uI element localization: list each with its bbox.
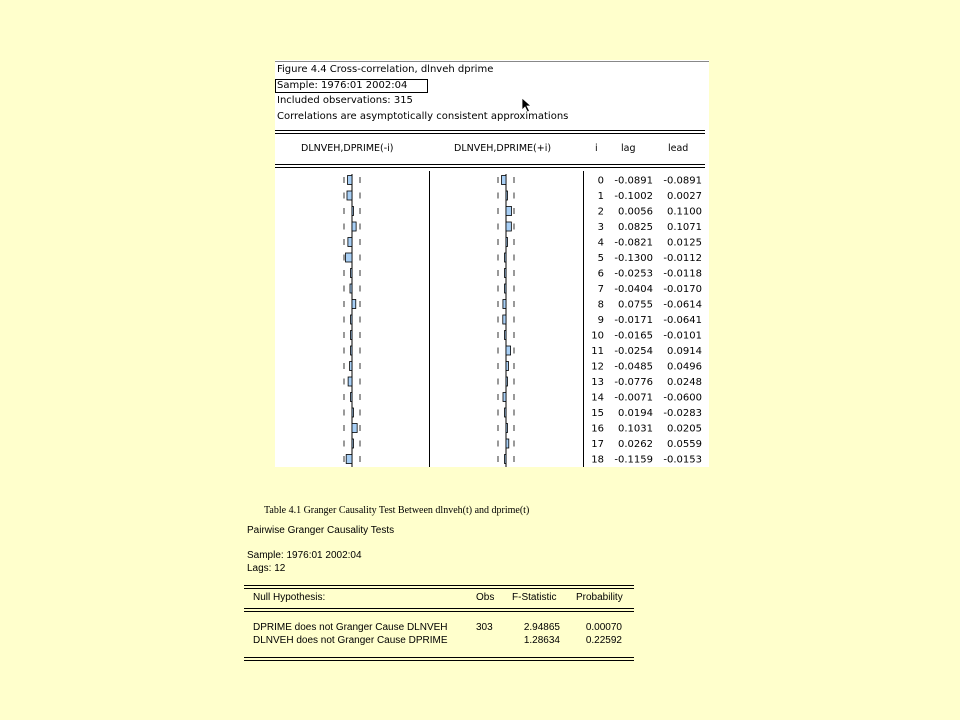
- observations-label: Included observations: 315: [277, 95, 413, 106]
- figure-title: Figure 4.4 Cross-correlation, dlnveh dprime: [277, 64, 494, 75]
- lag-value-12: -0.0485: [614, 361, 653, 373]
- lag-bar-7: [350, 284, 352, 293]
- lag-value-15: 0.0194: [618, 408, 653, 419]
- mouse-pointer-icon: [521, 97, 533, 113]
- granger-header-probability: Probability: [576, 592, 623, 603]
- lag-value-14: -0.0071: [614, 392, 653, 404]
- lead-value-1: 0.0027: [667, 191, 702, 202]
- row-index-13: 13: [591, 377, 604, 388]
- granger-row-1-hypothesis: DPRIME does not Granger Cause DLNVEH: [253, 622, 448, 633]
- lag-value-10: -0.0165: [614, 330, 653, 342]
- lag-bar-9: [351, 315, 353, 324]
- lag-bar-8: [352, 300, 356, 309]
- row-index-5: 5: [597, 253, 604, 264]
- granger-row-2-hypothesis: DLNVEH does not Granger Cause DPRIME: [253, 635, 448, 646]
- lag-bar-18: [346, 455, 352, 464]
- note-label: Correlations are asymptotically consistent approximations: [277, 111, 569, 122]
- lag-value-1: -0.1002: [614, 191, 653, 202]
- granger-row-2-probability: 0.22592: [585, 635, 622, 646]
- row-index-3: 3: [597, 222, 604, 233]
- row-index-11: 11: [591, 346, 604, 357]
- lead-bar-15: [505, 408, 507, 417]
- i-header: i: [595, 143, 598, 154]
- lag-bar-16: [352, 424, 357, 433]
- row-index-14: 14: [591, 392, 604, 404]
- lag-value-2: 0.0056: [618, 206, 653, 218]
- lag-value-5: -0.1300: [614, 253, 653, 264]
- lead-bar-2: [506, 207, 512, 216]
- row-index-15: 15: [591, 408, 604, 419]
- lead-bar-0: [502, 176, 506, 185]
- lag-value-0: -0.0891: [614, 175, 653, 187]
- lead-bar-5: [505, 253, 507, 262]
- lead-plot-header: DLNVEH,DPRIME(+i): [454, 143, 552, 154]
- row-index-10: 10: [591, 330, 604, 342]
- lag-bar-2: [352, 207, 354, 216]
- row-index-1: 1: [597, 191, 604, 202]
- lag-value-9: -0.0171: [614, 315, 653, 326]
- granger-lags: Lags: 12: [247, 563, 286, 574]
- sample-label: Sample: 1976:01 2002:04: [277, 80, 408, 91]
- granger-sample: Sample: 1976:01 2002:04: [247, 550, 362, 561]
- lead-bar-11: [506, 346, 511, 355]
- row-index-7: 7: [597, 284, 604, 295]
- lead-header: lead: [668, 143, 689, 154]
- lead-value-9: -0.0641: [663, 315, 702, 326]
- lead-value-17: 0.0559: [667, 439, 702, 450]
- lag-bar-17: [352, 439, 354, 448]
- lag-bar-10: [351, 331, 353, 340]
- lead-value-4: 0.0125: [667, 237, 702, 249]
- lead-value-7: -0.0170: [663, 284, 702, 295]
- lag-bar-4: [348, 238, 352, 247]
- granger-title: Pairwise Granger Causality Tests: [247, 525, 395, 536]
- correlogram-plot: [275, 60, 709, 467]
- row-index-6: 6: [597, 268, 604, 280]
- lead-value-12: 0.0496: [667, 361, 702, 373]
- lead-bar-18: [505, 455, 507, 464]
- lag-value-16: 0.1031: [618, 423, 653, 435]
- granger-rule-mid: [244, 608, 634, 612]
- granger-row-1-fstat: 2.94865: [523, 622, 560, 633]
- lag-value-4: -0.0821: [614, 237, 653, 249]
- lag-bar-15: [352, 408, 354, 417]
- row-index-9: 9: [597, 315, 604, 326]
- lag-value-7: -0.0404: [614, 284, 653, 295]
- lead-bar-10: [505, 331, 507, 340]
- granger-table: [244, 522, 636, 666]
- lead-value-6: -0.0118: [663, 268, 702, 280]
- lead-bar-8: [503, 300, 506, 309]
- lag-bar-6: [351, 269, 353, 278]
- row-index-16: 16: [591, 423, 604, 435]
- lag-value-8: 0.0755: [618, 299, 653, 311]
- lag-bar-13: [348, 377, 352, 386]
- lead-value-11: 0.0914: [667, 346, 702, 357]
- granger-row-2-fstat: 1.28634: [523, 635, 560, 646]
- lead-bar-7: [505, 284, 507, 293]
- lag-bar-3: [352, 222, 356, 231]
- row-index-17: 17: [591, 439, 604, 450]
- lead-value-15: -0.0283: [663, 408, 702, 419]
- lead-bar-4: [506, 238, 508, 247]
- granger-header-obs: Obs: [476, 592, 495, 603]
- lag-value-13: -0.0776: [614, 377, 653, 388]
- cross-correlation-window: [275, 60, 709, 467]
- lead-value-0: -0.0891: [663, 175, 702, 187]
- lead-value-14: -0.0600: [663, 392, 702, 404]
- lead-bar-6: [505, 269, 507, 278]
- lead-value-10: -0.0101: [663, 330, 702, 342]
- lead-bar-14: [503, 393, 506, 402]
- lag-bar-12: [350, 362, 352, 371]
- lag-bar-1: [347, 191, 352, 200]
- lead-bar-16: [506, 424, 508, 433]
- row-index-18: 18: [591, 454, 604, 466]
- granger-header-fstat: F-Statistic: [512, 592, 557, 603]
- lag-value-3: 0.0825: [618, 222, 653, 233]
- lead-value-2: 0.1100: [667, 206, 702, 218]
- granger-row-1-probability: 0.00070: [585, 622, 622, 633]
- lag-value-17: 0.0262: [618, 439, 653, 450]
- lag-bar-5: [346, 253, 353, 262]
- lead-bar-3: [506, 222, 511, 231]
- row-index-8: 8: [597, 299, 604, 311]
- lag-header: lag: [621, 143, 636, 154]
- lag-value-6: -0.0253: [614, 268, 653, 280]
- lag-value-18: -0.1159: [614, 454, 653, 466]
- lag-value-11: -0.0254: [614, 346, 653, 357]
- lead-bar-9: [503, 315, 506, 324]
- lag-bar-14: [351, 393, 353, 402]
- granger-rule-top: [244, 585, 634, 589]
- row-index-2: 2: [597, 206, 604, 218]
- granger-rule-bottom: [244, 657, 634, 661]
- lag-plot-header: DLNVEH,DPRIME(-i): [301, 143, 394, 154]
- lead-bar-12: [506, 362, 508, 371]
- lead-value-8: -0.0614: [663, 299, 702, 311]
- granger-caption: Table 4.1 Granger Causality Test Between dlnveh(t) and dprime(t): [264, 505, 530, 516]
- row-index-12: 12: [591, 361, 604, 373]
- lag-bar-11: [351, 346, 353, 355]
- lead-value-16: 0.0205: [667, 423, 702, 435]
- granger-row-1-obs: 303: [476, 622, 493, 633]
- lead-bar-1: [506, 191, 508, 200]
- lead-value-5: -0.0112: [663, 253, 702, 264]
- lead-bar-13: [506, 377, 508, 386]
- row-index-4: 4: [597, 237, 604, 249]
- lag-bar-0: [348, 176, 352, 185]
- lead-value-18: -0.0153: [663, 454, 702, 466]
- granger-header-hypothesis: Null Hypothesis:: [253, 592, 326, 603]
- row-index-0: 0: [597, 175, 604, 187]
- lead-value-3: 0.1071: [667, 222, 702, 233]
- lead-value-13: 0.0248: [667, 377, 702, 388]
- lead-bar-17: [506, 439, 509, 448]
